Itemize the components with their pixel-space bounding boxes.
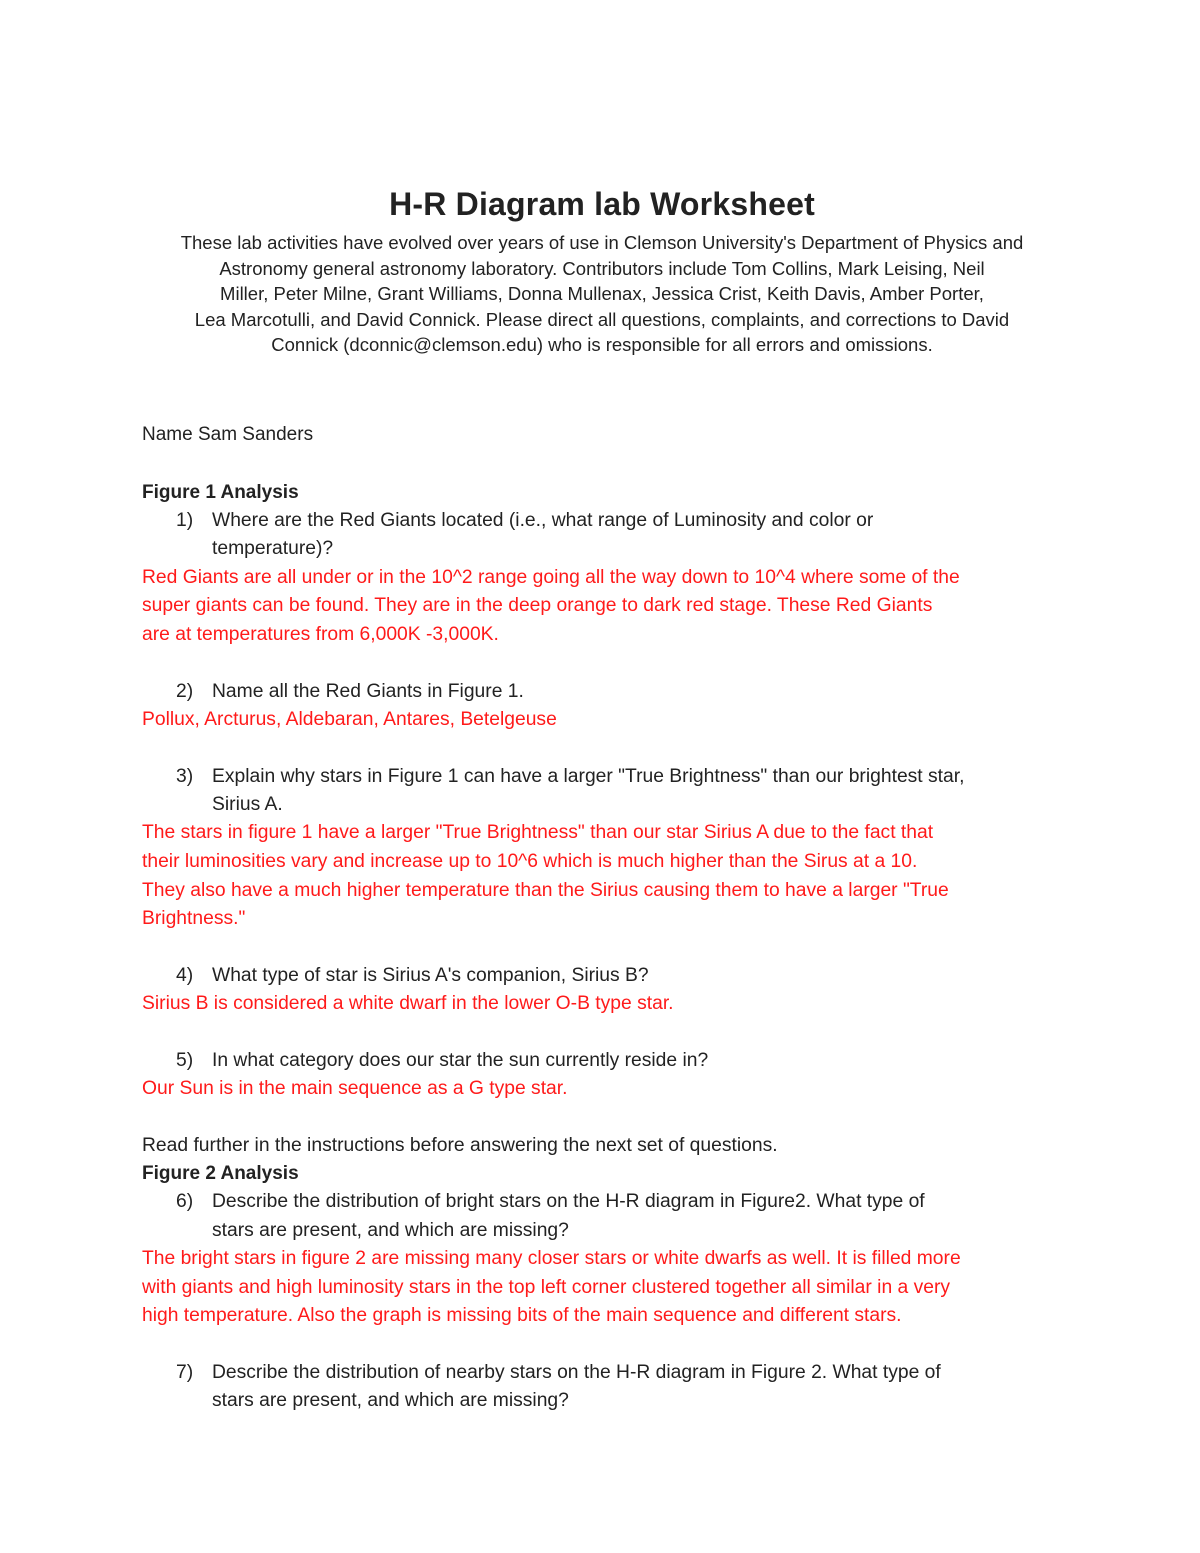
answer-4 — [142, 990, 1062, 1019]
intro-line: Miller, Peter Milne, Grant Williams, Donna Mullenax, Jessica Crist, Keith Davis, Amber Porter, — [220, 283, 984, 305]
question-text: What type of star is Sirius A's companion, Sirius B? — [212, 964, 649, 986]
question-number: 1) — [176, 509, 194, 531]
question-4 — [142, 962, 1062, 990]
answer-line: Sirius B is considered a white dwarf in the lower O-B type star. — [142, 993, 674, 1015]
question-number: 5) — [176, 1049, 194, 1071]
question-text: Sirius A. — [212, 793, 283, 815]
question-text: Explain why stars in Figure 1 can have a larger "True Brightness" than our brightest star, — [212, 765, 965, 787]
question-number: 3) — [176, 765, 194, 787]
answer-line: are at temperatures from 6,000K -3,000K. — [142, 623, 499, 645]
answer-line: with giants and high luminosity stars in the top left corner clustered together all similar in a very — [142, 1276, 951, 1298]
answer-line: Our Sun is in the main sequence as a G type star. — [142, 1078, 568, 1100]
intro-line: Connick (dconnic@clemson.edu) who is responsible for all errors and omissions. — [271, 334, 933, 356]
section-heading-figure-1: Figure 1 Analysis — [142, 481, 299, 503]
spacer — [142, 934, 1062, 962]
question-text: Describe the distribution of nearby stars on the H-R diagram in Figure 2. What type of — [212, 1361, 941, 1383]
spacer — [142, 449, 1062, 479]
question-6 — [142, 1188, 1062, 1245]
spacer — [142, 650, 1062, 678]
spacer — [142, 1019, 1062, 1047]
question-number: 4) — [176, 964, 194, 986]
question-number: 7) — [176, 1361, 194, 1383]
answer-line: They also have a much higher temperature than the Sirius causing them to have a larger "True — [142, 879, 949, 901]
question-text: In what category does our star the sun currently reside in? — [212, 1049, 709, 1071]
answer-2 — [142, 706, 1062, 735]
question-text: stars are present, and which are missing? — [212, 1219, 569, 1241]
question-7 — [142, 1359, 1062, 1416]
question-text: Where are the Red Giants located (i.e., what range of Luminosity and color or — [212, 509, 874, 531]
answer-line: their luminosities vary and increase up to 10^6 which is much higher than the Sirus at a 10. — [142, 850, 918, 872]
question-2 — [142, 678, 1062, 706]
question-text: Name all the Red Giants in Figure 1. — [212, 680, 524, 702]
spacer — [142, 735, 1062, 763]
question-3 — [142, 763, 1062, 820]
answer-5 — [142, 1075, 1062, 1104]
answer-line: Pollux, Arcturus, Aldebaran, Antares, Betelgeuse — [142, 708, 557, 730]
intro-paragraph — [142, 230, 1062, 358]
answer-line: The bright stars in figure 2 are missing many closer stars or white dwarfs as well. It is filled more — [142, 1247, 961, 1269]
question-text: Describe the distribution of bright stars on the H-R diagram in Figure2. What type of — [212, 1191, 925, 1213]
answer-line: super giants can be found. They are in the deep orange to dark red stage. These Red Giants — [142, 595, 933, 617]
read-further-note: Read further in the instructions before answering the next set of questions. — [142, 1134, 778, 1156]
section-heading-figure-2: Figure 2 Analysis — [142, 1163, 299, 1185]
answer-line: Brightness." — [142, 908, 246, 930]
question-number: 6) — [176, 1191, 194, 1213]
question-number: 2) — [176, 680, 194, 702]
intro-line: These lab activities have evolved over years of use in Clemson University's Department of Physics and — [180, 232, 1024, 253]
intro-line: Lea Marcotulli, and David Connick. Please direct all questions, complaints, and corrections to David — [194, 308, 1010, 330]
answer-line: Red Giants are all under or in the 10^2 range going all the way down to 10^4 where some of the — [142, 566, 960, 588]
spacer — [142, 1104, 1062, 1132]
question-1 — [142, 507, 1062, 564]
answer-line: The stars in figure 1 have a larger "True Brightness" than our star Sirius A due to the fact that — [142, 822, 934, 844]
spacer — [142, 1331, 1062, 1359]
answer-1 — [142, 564, 1062, 650]
student-name: Name Sam Sanders — [142, 423, 314, 445]
question-5 — [142, 1047, 1062, 1075]
worksheet-title: H-R Diagram lab Worksheet — [389, 186, 815, 222]
worksheet-page — [142, 186, 1062, 1416]
question-text: temperature)? — [212, 538, 334, 560]
answer-line: high temperature. Also the graph is missing bits of the main sequence and different stars. — [142, 1305, 902, 1327]
question-text: stars are present, and which are missing? — [212, 1390, 569, 1412]
intro-line: Astronomy general astronomy laboratory. Contributors include Tom Collins, Mark Leising, Neil — [219, 257, 985, 279]
answer-3 — [142, 819, 1062, 933]
answer-6 — [142, 1245, 1062, 1331]
